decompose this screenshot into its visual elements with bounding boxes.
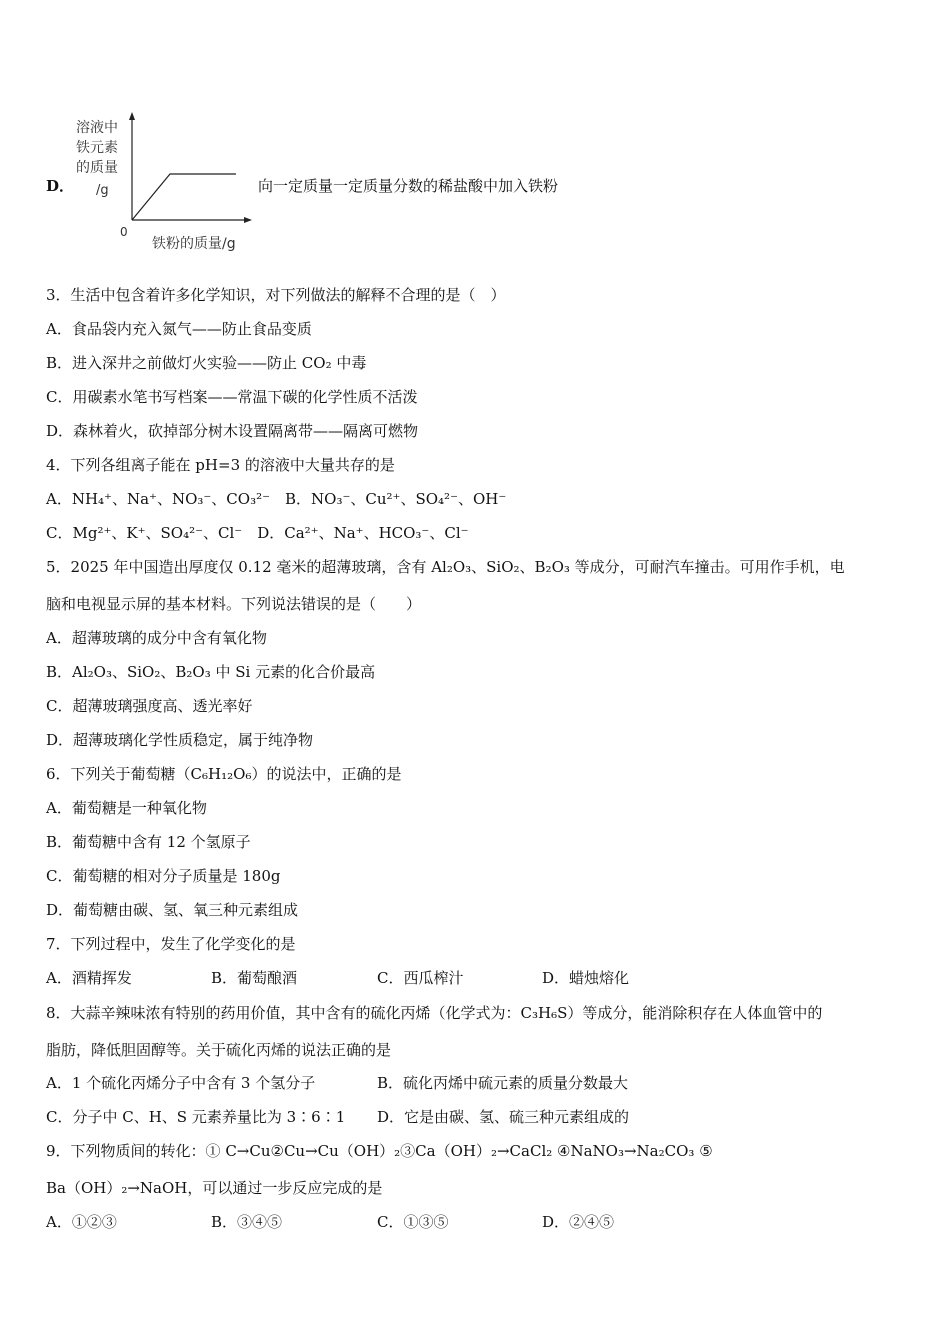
q6-option-b: B．葡萄糖中含有 12 个氢原子 [46,833,251,851]
q7-stem: 7．下列过程中，发生了化学变化的是 [46,935,296,953]
q7-option-d: D．蜡烛熔化 [542,969,630,987]
q3-option-b: B．进入深井之前做灯火实验——防止 CO₂ 中毒 [46,354,367,372]
y-label-line-3: 的质量 [76,160,118,176]
q8-option-c: C．分子中 C、H、S 元素养量比为 3∶6∶1 [46,1108,346,1126]
q9-option-b: B．③④⑤ [211,1213,283,1231]
origin-label: 0 [120,225,128,239]
q8-stem-line-1: 8．大蒜辛辣味浓有特别的药用价值，其中含有的硫化丙烯（化学式为：C₃H₆S）等成分，能消除积存在人体血管中的 [46,1004,823,1022]
q8-option-b: B．硫化丙烯中硫元素的质量分数最大 [377,1074,629,1092]
q4-stem: 4．下列各组离子能在 pH=3 的溶液中大量共存的是 [46,456,395,474]
y-label-line-4: /g [96,183,109,198]
q5-option-a: A．超薄玻璃的成分中含有氧化物 [46,629,267,647]
q5-option-c: C．超薄玻璃强度高、透光率好 [46,697,253,715]
q3-option-c: C．用碳素水笔书写档案——常温下碳的化学性质不活泼 [46,388,418,406]
x-axis-arrow [244,217,252,223]
q5-stem-line-1: 5．2025 年中国造出厚度仅 0.12 毫米的超薄玻璃，含有 Al₂O₃、SiO₂、B₂O₃ 等成分，可耐汽车撞击。可用作手机，电 [46,558,845,576]
q9-option-d: D．②④⑤ [542,1213,615,1231]
q3-option-d: D．森林着火，砍掉部分树木设置隔离带——隔离可燃物 [46,422,419,440]
curve-line [132,174,236,220]
q2d-graph [70,108,270,258]
q5-stem-line-2: 脑和电视显示屏的基本材料。下列说法错误的是（ ） [46,595,422,613]
q7-option-c: C．西瓜榨汁 [377,969,464,987]
q6-option-a: A．葡萄糖是一种氧化物 [46,799,207,817]
q6-option-d: D．葡萄糖由碳、氢、氧三种元素组成 [46,901,299,919]
q2d-graph-svg [70,108,270,258]
q7-option-b: B．葡萄酿酒 [211,969,298,987]
y-axis-arrow [129,112,135,120]
x-axis-label: 铁粉的质量/g [152,236,236,252]
q4-options-ab: A．NH₄⁺、Na⁺、NO₃⁻、CO₃²⁻ B．NO₃⁻、Cu²⁺、SO₄²⁻、OH⁻ [46,490,507,508]
q8-option-d: D．它是由碳、氢、硫三种元素组成的 [377,1108,630,1126]
q2d-description: 向一定质量一定质量分数的稀盐酸中加入铁粉 [258,177,559,195]
y-label-line-2: 铁元素 [76,140,118,156]
q7-option-a: A．酒精挥发 [46,969,132,987]
q5-option-d: D．超薄玻璃化学性质稳定，属于纯净物 [46,731,314,749]
q9-option-a: A．①②③ [46,1213,117,1231]
q3-stem: 3．生活中包含着许多化学知识，对下列做法的解释不合理的是（ ） [46,286,506,304]
q5-option-b: B．Al₂O₃、SiO₂、B₂O₃ 中 Si 元素的化合价最高 [46,663,376,681]
q8-stem-line-2: 脂肪，降低胆固醇等。关于硫化丙烯的说法正确的是 [46,1041,392,1059]
q4-options-cd: C．Mg²⁺、K⁺、SO₄²⁻、Cl⁻ D．Ca²⁺、Na⁺、HCO₃⁻、Cl⁻ [46,524,469,542]
y-label-line-1: 溶液中 [76,120,118,136]
q3-option-a: A．食品袋内充入氮气——防止食品变质 [46,320,312,338]
q2-option-d-label: D． [46,177,75,195]
q6-stem: 6．下列关于葡萄糖（C₆H₁₂O₆）的说法中，正确的是 [46,765,402,783]
q6-option-c: C．葡萄糖的相对分子质量是 180g [46,867,281,885]
q9-stem-line-2: Ba（OH）₂→NaOH，可以通过一步反应完成的是 [46,1179,383,1197]
q9-stem-line-1: 9．下列物质间的转化：① C→Cu②Cu→Cu（OH）₂③Ca（OH）₂→CaCl₂ ④NaNO₃→Na₂CO₃ ⑤ [46,1142,713,1160]
q8-option-a: A．1 个硫化丙烯分子中含有 3 个氢分子 [46,1074,316,1092]
q9-option-c: C．①③⑤ [377,1213,449,1231]
